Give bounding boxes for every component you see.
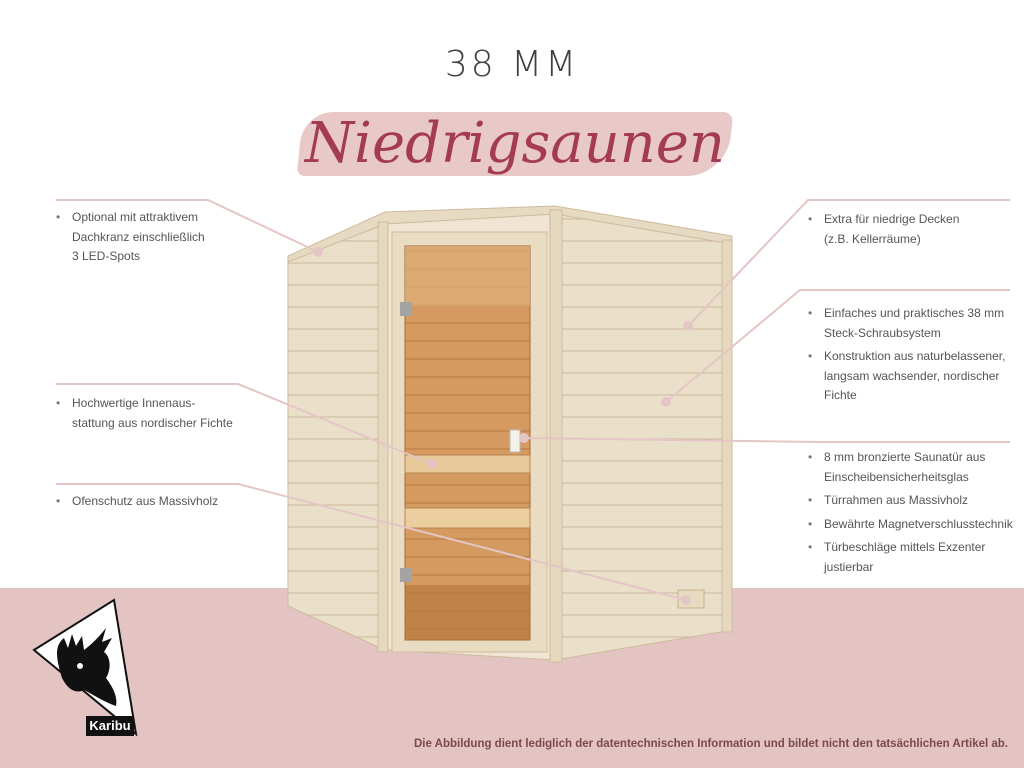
feature-item (808, 491, 1020, 511)
feature-line: 8 mm bronzierte Saunatür aus (824, 450, 986, 464)
feature-line: Ofenschutz aus Massivholz (72, 494, 219, 508)
feature-group-ceiling (808, 210, 1018, 253)
feature-item (808, 538, 1020, 577)
feature-list (56, 394, 266, 433)
feature-line: Einscheibensicherheitsglas (824, 469, 969, 484)
feature-item (56, 492, 266, 512)
feature-group-roof (56, 208, 256, 271)
feature-item (808, 304, 1020, 343)
feature-line: Hochwertige Innenaus- (72, 396, 196, 410)
feature-line: 3 LED-Spots (72, 249, 141, 263)
feature-line: Steck-Schraubsystem (824, 325, 941, 340)
feature-group-door (808, 448, 1020, 581)
feature-item (56, 208, 256, 267)
feature-line: Bewährte Magnetverschlusstechnik (824, 516, 1013, 531)
feature-line: Optional mit attraktivem (72, 210, 199, 224)
feature-line: langsam wachsender, nordischer (824, 368, 1000, 383)
page-title: Niedrigsaunen (305, 111, 725, 176)
feature-list (56, 492, 266, 512)
feature-line: stattung aus nordischer Fichte (72, 415, 233, 430)
feature-list (808, 448, 1020, 577)
feature-line: Konstruktion aus naturbelassener, (824, 349, 1006, 363)
feature-group-interior (56, 394, 266, 437)
feature-item (808, 515, 1020, 535)
feature-line: Extra für niedrige Decken (824, 212, 960, 226)
feature-group-construction (808, 304, 1020, 410)
feature-list (56, 208, 256, 267)
feature-item (56, 394, 266, 433)
feature-line: (z.B. Kellerräume) (824, 231, 921, 246)
feature-item (808, 347, 1020, 406)
disclaimer-text: Die Abbildung dient lediglich der datentechnischen Information und bildet nicht den tatsächlichen Artikel ab. (413, 738, 1008, 750)
feature-line: Türbeschläge mittels Exzenter (824, 540, 986, 554)
brand-logo-text: Karibu (86, 716, 134, 736)
feature-line: Türrahmen aus Massivholz (824, 493, 969, 507)
feature-line: justierbar (824, 559, 874, 574)
feature-line: Fichte (824, 388, 857, 402)
feature-item (808, 448, 1020, 487)
feature-list (808, 210, 1018, 249)
feature-line: Einfaches und praktisches 38 mm (824, 306, 1005, 320)
thickness-heading: 38 MM (444, 44, 580, 85)
feature-item (808, 210, 1018, 249)
feature-list (808, 304, 1020, 406)
feature-group-stove (56, 492, 266, 516)
feature-line: Dachkranz einschließlich (72, 229, 205, 244)
